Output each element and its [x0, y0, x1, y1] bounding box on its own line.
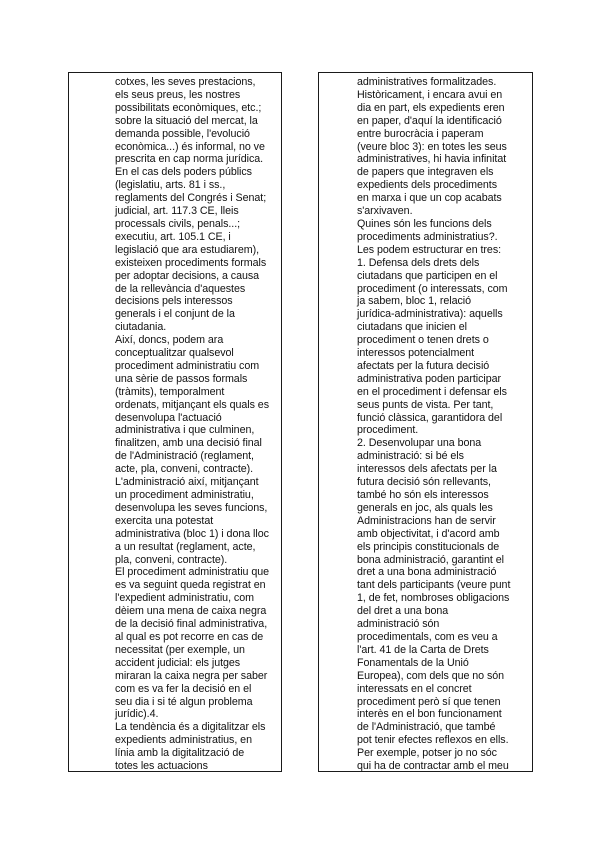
text-line: els principis constitucionals de: [357, 540, 500, 553]
text-line: 1, de fet, nombroses obligacions: [357, 592, 510, 605]
text-line: reglaments del Congrés i Senat;: [115, 192, 267, 205]
text-line: un procediment administratiu,: [115, 489, 254, 501]
text-line: administratives formalitzades.: [357, 76, 497, 88]
text-line: finalitzen, amb una decisió final: [115, 437, 262, 450]
text-line: Administracions han de servir: [357, 514, 496, 527]
text-line: dret a una bona administració: [357, 566, 497, 579]
text-line: procediment (o interessats, com: [357, 282, 508, 295]
text-line: de papers que integraven els: [357, 166, 494, 179]
text-line: per adoptar decisions, a causa: [115, 269, 260, 282]
text-line: administrativa poden participar: [357, 372, 501, 385]
left-column-text: [115, 76, 286, 773]
text-line: El procediment administratiu que: [115, 566, 270, 579]
text-line: prescrita en cap norma jurídica.: [115, 153, 264, 166]
text-line: (legislatiu, arts. 81 i ss.,: [115, 179, 226, 192]
text-line: decisions pels interessos: [115, 295, 233, 308]
text-line: sobre la situació del mercat, la: [115, 114, 258, 127]
text-line: possibilitats econòmiques, etc.;: [115, 101, 262, 114]
text-line: amb objectivitat, i d'acord amb: [357, 527, 500, 540]
text-line: necessitat (per exemple, un: [115, 643, 245, 656]
text-line: administrativa i que culminen,: [115, 424, 255, 437]
text-line: expedients administratius, en: [115, 734, 252, 747]
text-line: també ho són els interessos: [357, 489, 489, 501]
text-line: de la rellevància d'aquestes: [115, 282, 246, 295]
text-line: generals en joc, als quals les: [357, 501, 493, 514]
text-line: Així, doncs, podem ara: [115, 334, 224, 347]
text-line: de l'Administració (reglament,: [115, 450, 254, 463]
text-line: administració: si bé els: [357, 450, 464, 463]
text-line: desenvolupa l'actuació: [115, 411, 222, 424]
text-line: executiu, art. 105.1 CE, i: [115, 230, 231, 243]
text-line: La tendència és a digitalitzar els: [115, 721, 266, 734]
text-line: (tràmits), temporalment: [115, 385, 225, 398]
text-line: en paper, d'aquí la identificació: [357, 114, 502, 127]
text-line: interessos dels afectats per la: [357, 463, 497, 476]
text-line: Per exemple, potser jo no sóc: [357, 747, 497, 760]
text-line: a un resultat (reglament, acte,: [115, 540, 256, 553]
text-line: 1. Defensa dels drets dels: [357, 256, 480, 269]
text-line: conceptualitzar qualsevol: [115, 347, 234, 360]
text-line: ciutadania.: [115, 321, 167, 334]
text-line: del dret a una bona: [357, 605, 449, 618]
text-line: interessats en el concret: [357, 682, 472, 695]
text-line: seu dia i si té algun problema: [115, 695, 253, 708]
text-line: ordenats, mitjançant els quals es: [115, 398, 269, 411]
text-line: processals civils, penals...;: [115, 217, 241, 230]
text-line: judicial, art. 117.3 CE, lleis: [115, 205, 239, 218]
text-line: totes les actuacions: [115, 760, 208, 773]
text-line: s'arxivaven.: [357, 205, 413, 218]
left-column-box: [68, 72, 282, 772]
text-line: cotxes, les seves prestacions,: [115, 76, 256, 88]
text-line: procediments administratius?.: [357, 230, 498, 243]
text-line: administratives, hi havia infinitat: [357, 153, 507, 166]
text-line: funció clàssica, garantidora del: [357, 411, 503, 424]
text-line: una sèrie de passos formals: [115, 372, 248, 385]
text-line: desenvolupa les seves funcions,: [115, 501, 268, 514]
text-line: interessos potencialment: [357, 347, 475, 360]
right-column-box: [318, 72, 533, 772]
text-line: exercita una potestat: [115, 514, 214, 527]
text-line: administrativa (bloc 1) i dona lloc: [115, 527, 269, 540]
text-line: seus punts de vista. Per tant,: [357, 398, 494, 411]
text-line: Fonamentals de la Unió: [357, 656, 469, 669]
text-line: generals i el conjunt de la: [115, 308, 235, 321]
text-line: afectats per la futura decisió: [357, 359, 490, 372]
text-line: de l'Administració, que també: [357, 721, 496, 734]
text-line: jurídica-administrativa): aquells: [357, 308, 503, 321]
text-line: 2. Desenvolupar una bona: [357, 437, 482, 450]
text-line: En el cas dels poders públics: [115, 166, 252, 179]
text-line: procediment o tenen drets o: [357, 334, 489, 347]
text-line: dia en part, els expedients eren: [357, 101, 505, 114]
text-line: tant dels participants (veure punt: [357, 579, 511, 592]
text-line: expedients dels procediments: [357, 179, 497, 192]
text-line: Històricament, i encara avui en: [357, 88, 503, 101]
text-line: legislació que ara estudiarem),: [115, 243, 259, 256]
text-line: línia amb la digitalització de: [115, 747, 245, 760]
text-line: al qual es pot recorre en cas de: [115, 630, 264, 643]
text-line: procediment administratiu com: [115, 359, 260, 372]
text-line: administració són: [357, 618, 440, 631]
text-line: es va seguint queda registrat en: [115, 579, 266, 592]
text-line: l'expedient administratiu, com: [115, 592, 254, 605]
text-line: bona administració, garantint el: [357, 553, 504, 566]
text-line: L'administració així, mitjançant: [115, 476, 259, 489]
text-line: interès en el bon funcionament: [357, 708, 502, 721]
text-line: Les podem estructurar en tres:: [357, 243, 502, 256]
text-line: econòmica...) és informal, no ve: [115, 140, 265, 153]
text-line: qui ha de contractar amb el meu: [357, 760, 509, 773]
text-line: accident judicial: els jutges: [115, 656, 241, 669]
text-line: entre burocràcia i paperam: [357, 127, 484, 140]
text-line: futura decisió són rellevants,: [357, 476, 491, 489]
text-line: en marxa i que un cop acabats: [357, 192, 502, 205]
text-line: els seus preus, les nostres: [115, 88, 241, 101]
text-line: dèiem una mena de caixa negra: [115, 605, 267, 618]
text-line: existeixen procediments formals: [115, 256, 267, 269]
text-line: acte, pla, conveni, contracte).: [115, 463, 254, 476]
text-line: (veure bloc 3): en totes les seus: [357, 140, 507, 153]
text-line: ciutadans que participen en el: [357, 269, 498, 282]
text-line: Quines són les funcions dels: [357, 217, 492, 230]
text-line: miraran la caixa negra per saber: [115, 669, 268, 682]
text-line: ja sabem, bloc 1, relació: [357, 295, 471, 308]
text-line: demanda possible, l'evolució: [115, 127, 250, 140]
text-line: Europea), com dels que no són: [357, 669, 505, 682]
text-line: pla, conveni, contracte).: [115, 553, 228, 566]
text-line: de la decisió final administrativa,: [115, 618, 268, 631]
text-line: procedimentals, com es veu a: [357, 630, 498, 643]
text-line: ciutadans que inicien el: [357, 321, 467, 334]
text-line: procediment.: [357, 424, 419, 437]
text-line: jurídic).4.: [115, 708, 159, 721]
text-line: com es va fer la decisió en el: [115, 682, 252, 695]
text-line: en el procediment i defensar els: [357, 385, 507, 398]
text-line: l'art. 41 de la Carta de Drets: [357, 643, 489, 656]
text-line: procediment però sí que tenen: [357, 695, 501, 708]
right-column-text: [357, 76, 528, 773]
text-line: pot tenir efectes reflexos en ells.: [357, 734, 509, 747]
